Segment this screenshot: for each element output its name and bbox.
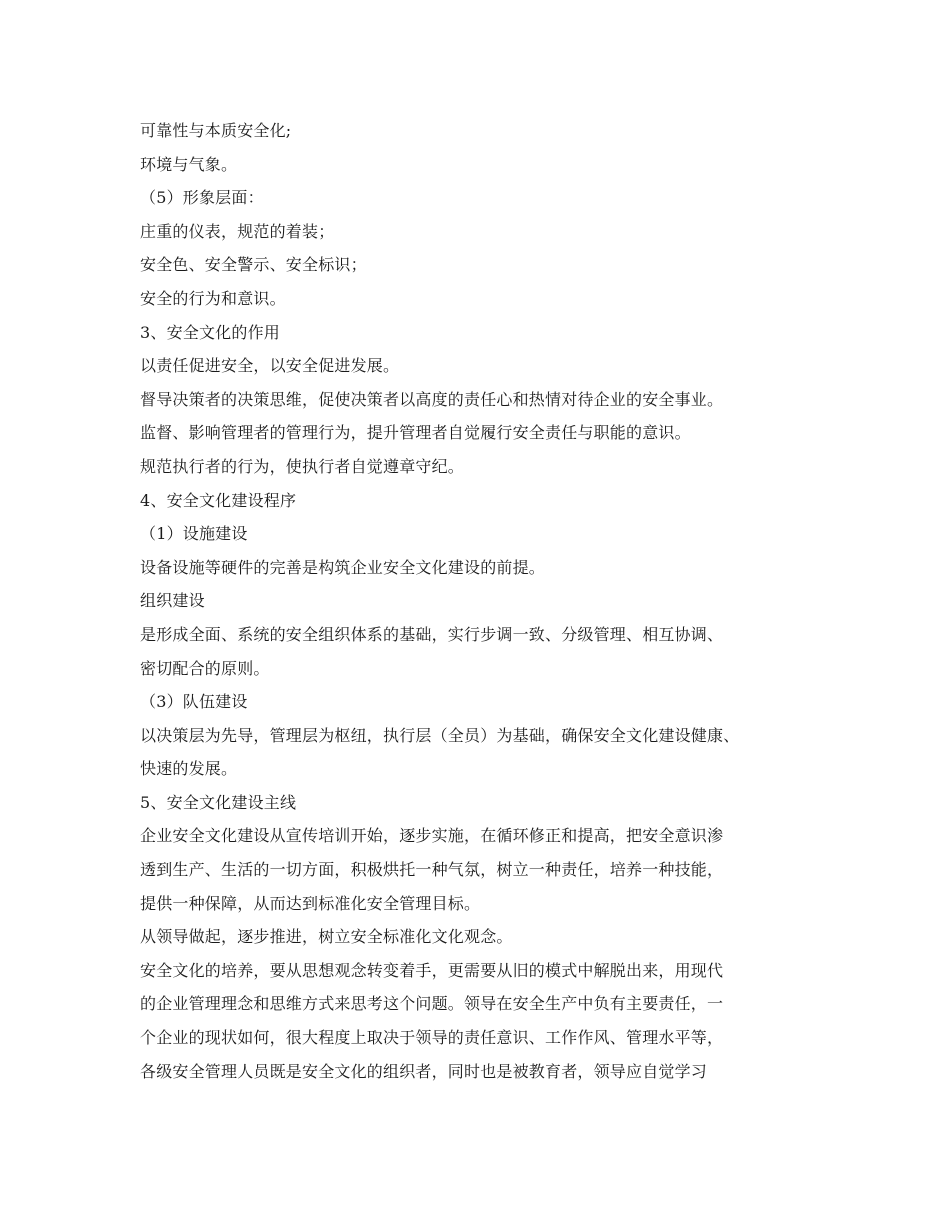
document-body [140, 114, 830, 1088]
text-line: 密切配合的原则。 [140, 658, 270, 678]
text-line: 提供一种保障，从而达到标准化安全管理目标。 [140, 893, 481, 913]
section-heading: 4、安全文化建设程序 [140, 490, 297, 510]
text-line: 安全色、安全警示、安全标识； [140, 255, 367, 275]
text-line: 透到生产、生活的一切方面，积极烘托一种气氛，树立一种责任，培养一种技能， [140, 860, 724, 880]
text-line: 监督、影响管理者的管理行为，提升管理者自觉履行安全责任与职能的意识。 [140, 423, 691, 443]
text-line: 设备设施等硬件的完善是构筑企业安全文化建设的前提。 [140, 557, 546, 577]
text-line: 个企业的现状如何，很大程度上取决于领导的责任意识、工作作风、管理水平等， [140, 1028, 724, 1048]
text-line: 可靠性与本质安全化; [140, 121, 292, 140]
text-line: 从领导做起，逐步推进，树立安全标准化文化观念。 [140, 927, 513, 947]
text-line: 各级安全管理人员既是安全文化的组织者，同时也是被教育者，领导应自觉学习 [140, 1061, 708, 1081]
section-heading: 3、安全文化的作用 [140, 322, 280, 342]
text-line: 安全的行为和意识。 [140, 288, 286, 308]
section-heading: （5）形象层面： [140, 188, 264, 208]
section-heading: （1）设施建设 [140, 524, 248, 544]
text-line: 快速的发展。 [140, 759, 238, 779]
text-line: 企业安全文化建设从宣传培训开始，逐步实施，在循环修正和提高，把安全意识渗 [140, 826, 724, 846]
text-line: 以决策层为先导，管理层为枢纽，执行层（全员）为基础，确保安全文化建设健康、 [140, 725, 740, 745]
text-line: 是形成全面、系统的安全组织体系的基础，实行步调一致、分级管理、相互协调、 [140, 624, 724, 644]
text-line: 以责任促进安全，以安全促进发展。 [140, 356, 400, 376]
text-line: 规范执行者的行为，使执行者自觉遵章守纪。 [140, 456, 465, 476]
text-line: 的企业管理理念和思维方式来思考这个问题。领导在安全生产中负有主要责任，一 [140, 994, 724, 1014]
section-heading: （3）队伍建设 [140, 692, 248, 712]
section-heading: 组织建设 [140, 591, 205, 611]
text-line: 督导决策者的决策思维，促使决策者以高度的责任心和热情对待企业的安全事业。 [140, 389, 724, 409]
text-line: 安全文化的培养，要从思想观念转变着手，更需要从旧的模式中解脱出来，用现代 [140, 960, 724, 980]
section-heading: 5、安全文化建设主线 [140, 792, 297, 812]
text-line: 环境与气象。 [140, 154, 238, 174]
text-line: 庄重的仪表，规范的着装； [140, 221, 335, 241]
